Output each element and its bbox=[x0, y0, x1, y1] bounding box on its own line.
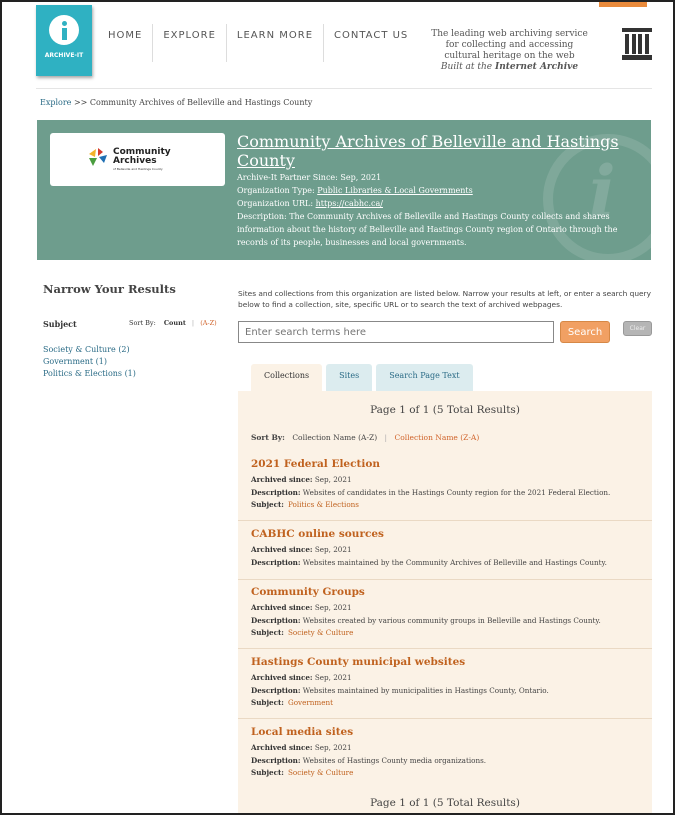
organization-description: Description: The Community Archives of Belleville and Hastings County collects and shares information about the history of Belleville and Hastings County region of Ontario through the records of its people, businesses and local governments. bbox=[237, 212, 618, 247]
archived-value: Sep, 2021 bbox=[314, 603, 352, 612]
result-subject bbox=[251, 697, 652, 710]
organization-type-link[interactable]: Public Libraries & Local Governments bbox=[317, 186, 473, 195]
subject-link[interactable]: Society & Culture bbox=[287, 768, 354, 777]
result-archived bbox=[251, 742, 652, 755]
description-label: Description: bbox=[251, 685, 301, 695]
tagline bbox=[427, 29, 592, 73]
archived-value: Sep, 2021 bbox=[314, 475, 352, 484]
subject-link[interactable]: Government bbox=[287, 698, 334, 707]
subject-label: Subject: bbox=[251, 628, 284, 637]
internet-archive-building-icon[interactable] bbox=[622, 28, 652, 60]
subject-link[interactable]: Politics & Elections bbox=[287, 500, 359, 509]
archive-it-logo[interactable] bbox=[36, 5, 92, 76]
breadcrumb bbox=[40, 98, 312, 107]
result-archived bbox=[251, 672, 652, 685]
result-description bbox=[251, 685, 652, 698]
facet-item-politics-elections[interactable]: Politics & Elections (1) bbox=[43, 369, 136, 378]
built-at-text: Built at the bbox=[440, 62, 493, 72]
subject-label: Subject: bbox=[251, 500, 284, 509]
internet-archive-link[interactable]: Internet Archive bbox=[495, 62, 579, 72]
results-sort bbox=[251, 433, 479, 442]
archived-value: Sep, 2021 bbox=[314, 743, 352, 752]
search-input[interactable] bbox=[238, 321, 554, 343]
result-archived bbox=[251, 544, 652, 557]
result-archived bbox=[251, 602, 652, 615]
tagline-line: cultural heritage on the web bbox=[444, 51, 575, 61]
result-item bbox=[238, 458, 652, 521]
archived-label: Archived since: bbox=[251, 475, 313, 484]
facet-sort-separator: | bbox=[191, 319, 195, 327]
archived-label: Archived since: bbox=[251, 743, 313, 752]
subject-label: Subject: bbox=[251, 768, 284, 777]
organization-logo bbox=[50, 133, 225, 186]
tab-collections[interactable]: Collections bbox=[251, 364, 322, 391]
organization-logo-subtext: of Belleville and Hastings County bbox=[113, 167, 163, 171]
tagline-line: The leading web archiving service bbox=[431, 29, 588, 39]
subject-link[interactable]: Society & Culture bbox=[287, 628, 354, 637]
subject-facet-list bbox=[43, 344, 136, 380]
logo-line-2: Archives bbox=[113, 156, 157, 166]
built-at bbox=[427, 62, 592, 73]
facet-item-government[interactable]: Government (1) bbox=[43, 357, 107, 366]
facet-sort-label: Sort By: bbox=[129, 319, 156, 327]
organization-logo-text bbox=[113, 148, 171, 166]
result-title[interactable]: CABHC online sources bbox=[251, 528, 384, 540]
results-sort-current: Collection Name (A-Z) bbox=[292, 433, 378, 442]
description-value: Websites maintained by municipalities in Hastings County, Ontario. bbox=[302, 685, 549, 695]
results-sort-label: Sort By: bbox=[251, 433, 285, 442]
logo-line-1: Community bbox=[113, 147, 171, 157]
results-sort-separator: | bbox=[384, 433, 388, 442]
result-description bbox=[251, 557, 652, 570]
result-title[interactable]: Community Groups bbox=[251, 586, 365, 598]
narrow-results-title: Narrow Your Results bbox=[43, 282, 176, 296]
organization-type bbox=[237, 184, 637, 197]
results-sort-alt[interactable]: Collection Name (Z-A) bbox=[394, 433, 480, 442]
archived-value: Sep, 2021 bbox=[314, 673, 352, 682]
result-item bbox=[238, 528, 652, 580]
result-title[interactable]: Local media sites bbox=[251, 726, 354, 738]
nav-explore[interactable]: EXPLORE bbox=[152, 24, 226, 62]
facet-label: Subject bbox=[43, 319, 77, 329]
description-label: Description: bbox=[251, 615, 301, 625]
result-description bbox=[251, 755, 652, 768]
result-subject bbox=[251, 499, 652, 512]
result-item bbox=[238, 586, 652, 649]
organization-banner bbox=[37, 120, 651, 260]
partner-since: Archive-It Partner Since: Sep, 2021 bbox=[237, 173, 382, 182]
clear-button[interactable]: Clear bbox=[623, 321, 652, 336]
result-description bbox=[251, 487, 652, 500]
tagline-line: for collecting and accessing bbox=[445, 40, 574, 50]
page-info-bottom: Page 1 of 1 (5 Total Results) bbox=[370, 797, 520, 809]
search-button[interactable]: Search bbox=[560, 321, 610, 343]
page-info-top: Page 1 of 1 (5 Total Results) bbox=[370, 404, 520, 416]
result-title[interactable]: 2021 Federal Election bbox=[251, 458, 380, 470]
results-panel bbox=[238, 391, 652, 815]
nav-home[interactable]: HOME bbox=[108, 30, 143, 41]
result-item bbox=[238, 726, 652, 789]
organization-metadata bbox=[237, 171, 637, 249]
top-accent-bar bbox=[599, 2, 647, 7]
subject-label: Subject: bbox=[251, 698, 284, 707]
subject-facet-header bbox=[43, 319, 223, 329]
organization-type-label: Organization Type: bbox=[237, 186, 315, 195]
breadcrumb-explore-link[interactable]: Explore bbox=[40, 98, 72, 107]
archived-label: Archived since: bbox=[251, 673, 313, 682]
breadcrumb-separator: >> bbox=[73, 98, 88, 107]
results-tabs bbox=[251, 364, 477, 391]
nav-learn-more[interactable]: LEARN MORE bbox=[226, 24, 323, 62]
facet-sort-az[interactable]: (A-Z) bbox=[200, 319, 217, 327]
archived-label: Archived since: bbox=[251, 603, 313, 612]
result-description bbox=[251, 615, 652, 628]
description-label: Description: bbox=[251, 557, 301, 567]
main-nav bbox=[98, 24, 418, 62]
organization-url bbox=[237, 197, 637, 210]
header-divider bbox=[36, 88, 652, 89]
result-subject bbox=[251, 627, 652, 640]
organization-title[interactable]: Community Archives of Belleville and Hastings County bbox=[237, 132, 619, 170]
description-value: Websites maintained by the Community Archives of Belleville and Hastings County. bbox=[302, 557, 607, 567]
description-label: Description: bbox=[251, 487, 301, 497]
organization-url-link[interactable]: https://cabhc.ca/ bbox=[315, 199, 383, 208]
nav-contact-us[interactable]: CONTACT US bbox=[323, 24, 418, 62]
community-archives-mark-icon bbox=[87, 146, 109, 168]
description-label: Description: bbox=[251, 755, 301, 765]
result-subject bbox=[251, 767, 652, 780]
result-title[interactable]: Hastings County municipal websites bbox=[251, 656, 466, 668]
result-item bbox=[238, 656, 652, 719]
tab-sites[interactable]: Sites bbox=[326, 364, 372, 391]
organization-url-label: Organization URL: bbox=[237, 199, 314, 208]
tab-search-page-text[interactable]: Search Page Text bbox=[376, 364, 472, 391]
breadcrumb-current: Community Archives of Belleville and Hastings County bbox=[89, 98, 313, 107]
info-watermark-icon: i bbox=[543, 134, 651, 260]
result-archived bbox=[251, 474, 652, 487]
description-value: Websites of Hastings County media organizations. bbox=[302, 755, 487, 765]
facet-item-society-culture[interactable]: Society & Culture (2) bbox=[43, 345, 130, 354]
facet-sort-count[interactable]: Count bbox=[163, 319, 186, 327]
intro-text: Sites and collections from this organization are listed below. Narrow your results at left, or enter a search query below to find a collection, site, specific URL or to search the text of archived webpages. bbox=[238, 289, 651, 309]
logo-text: ARCHIVE-IT bbox=[44, 52, 84, 59]
facet-sort bbox=[129, 319, 217, 327]
archived-label: Archived since: bbox=[251, 545, 313, 554]
archived-value: Sep, 2021 bbox=[314, 545, 352, 554]
description-value: Websites created by various community groups in Belleville and Hastings County. bbox=[302, 615, 601, 625]
description-value: Websites of candidates in the Hastings County region for the 2021 Federal Election. bbox=[302, 487, 611, 497]
info-icon bbox=[49, 15, 79, 45]
